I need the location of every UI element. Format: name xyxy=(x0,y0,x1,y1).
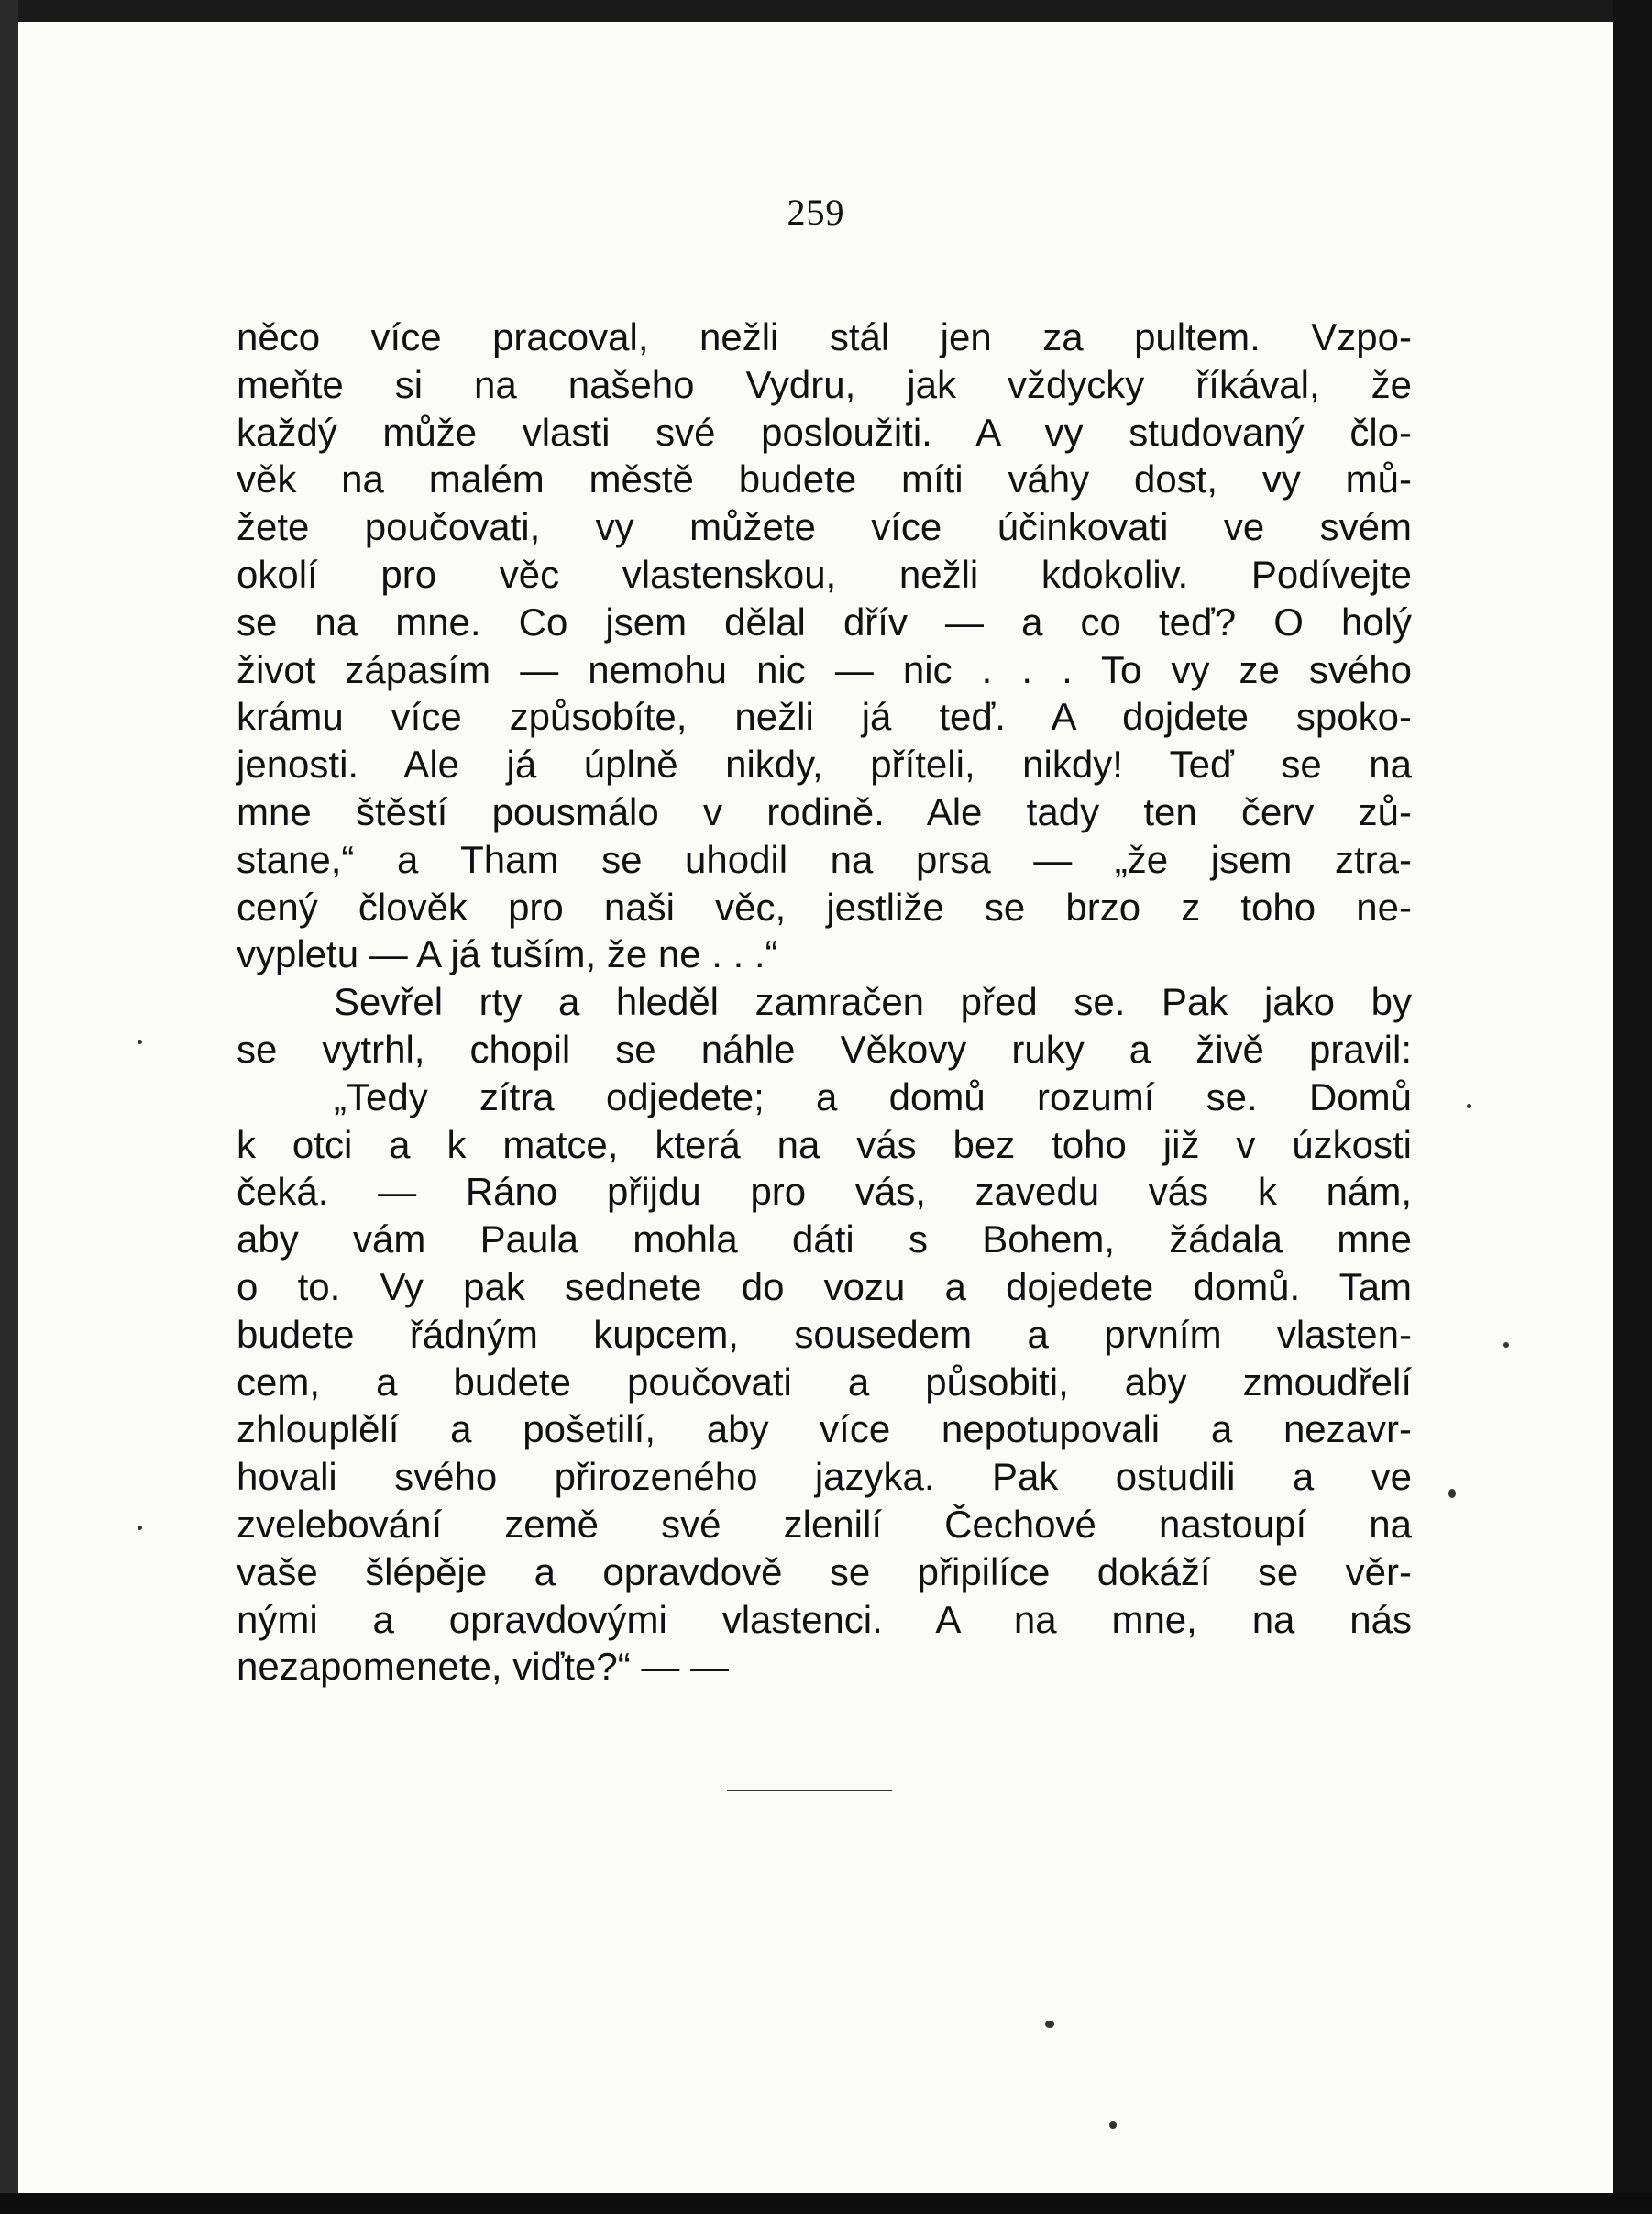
scan-speck xyxy=(1045,2021,1054,2028)
text-line: meňte si na našeho Vydru, jak vždycky říkával, že xyxy=(237,362,1412,406)
scan-speck xyxy=(1503,1342,1509,1348)
text-line: hovali svého přirozeného jazyka. Pak ostudili a ve xyxy=(237,1455,1412,1499)
text-line: vaše šlépěje a opravdově se připilíce dokáží se věr- xyxy=(237,1549,1412,1593)
text-line: žete poučovati, vy můžete více účinkovati ve svém xyxy=(237,505,1412,549)
text-line: vypletu — A já tuším, že ne . . .“ xyxy=(237,932,778,976)
text-line: věk na malém městě budete míti váhy dost, vy mů- xyxy=(237,457,1412,501)
text-line: nezapomenete, viďte?“ — — xyxy=(237,1645,730,1689)
scan-speck xyxy=(138,1040,142,1044)
text-line: „Tedy zítra odjedete; a domů rozumí se. Domů xyxy=(334,1074,1412,1118)
text-line: nými a opravdovými vlastenci. A na mne, na nás xyxy=(237,1597,1412,1641)
scan-border-left xyxy=(0,0,18,2214)
text-line: něco více pracoval, nežli stál jen za pultem. Vzpo- xyxy=(237,315,1412,358)
text-line: čeká. — Ráno přijdu pro vás, zavedu vás k nám, xyxy=(237,1170,1412,1214)
end-rule xyxy=(727,1790,892,1791)
text-line: jenosti. Ale já úplně nikdy, příteli, nikdy! Teď se na xyxy=(237,743,1412,787)
scan-border-bottom xyxy=(0,2193,1652,2214)
text-line: o to. Vy pak sednete do vozu a dojedete domů. Tam xyxy=(237,1264,1412,1308)
text-line: stane,“ a Tham se uhodil na prsa — „že jsem ztra- xyxy=(237,837,1412,881)
text-line: zvelebování země své zlenilí Čechové nastoupí na xyxy=(237,1502,1412,1546)
page-number: 259 xyxy=(787,192,845,233)
body-text xyxy=(237,314,1412,1691)
scan-border-right xyxy=(1613,0,1652,2214)
text-line: se na mne. Co jsem dělal dřív — a co teď? O holý xyxy=(237,600,1412,644)
book-page xyxy=(18,22,1613,2193)
text-line: mne štěstí pousmálo v rodině. Ale tady ten červ zů- xyxy=(237,789,1412,833)
text-line: se vytrhl, chopil se náhle Věkovy ruky a živě pravil: xyxy=(237,1027,1412,1071)
text-line: k otci a k matce, která na vás bez toho již v úzkosti xyxy=(237,1122,1412,1166)
text-line: krámu více způsobíte, nežli já teď. A dojdete spoko- xyxy=(237,695,1412,739)
text-line: zhlouplělí a pošetilí, aby více nepotupovali a nezavr- xyxy=(237,1407,1412,1451)
text-line: život zápasím — nemohu nic — nic . . . To vy ze svého xyxy=(237,647,1412,691)
text-line: cem, a budete poučovati a působiti, aby zmoudřelí xyxy=(237,1360,1412,1404)
scan-speck xyxy=(138,1526,142,1530)
text-line: každý může vlasti své posloužiti. A vy studovaný člo- xyxy=(237,410,1412,454)
text-line: aby vám Paula mohla dáti s Bohem, žádala mne xyxy=(237,1217,1412,1261)
scan-speck xyxy=(1467,1104,1471,1108)
scan-speck xyxy=(1109,2121,1117,2129)
text-line: okolí pro věc vlastenskou, nežli kdokoliv. Podívejte xyxy=(237,552,1412,596)
text-line: Sevřel rty a hleděl zamračen před se. Pak jako by xyxy=(334,980,1412,1024)
scan-speck xyxy=(1448,1489,1456,1498)
text-line: cený člověk pro naši věc, jestliže se brzo z toho ne- xyxy=(237,885,1412,929)
text-line: budete řádným kupcem, sousedem a prvním vlasten- xyxy=(237,1312,1412,1356)
